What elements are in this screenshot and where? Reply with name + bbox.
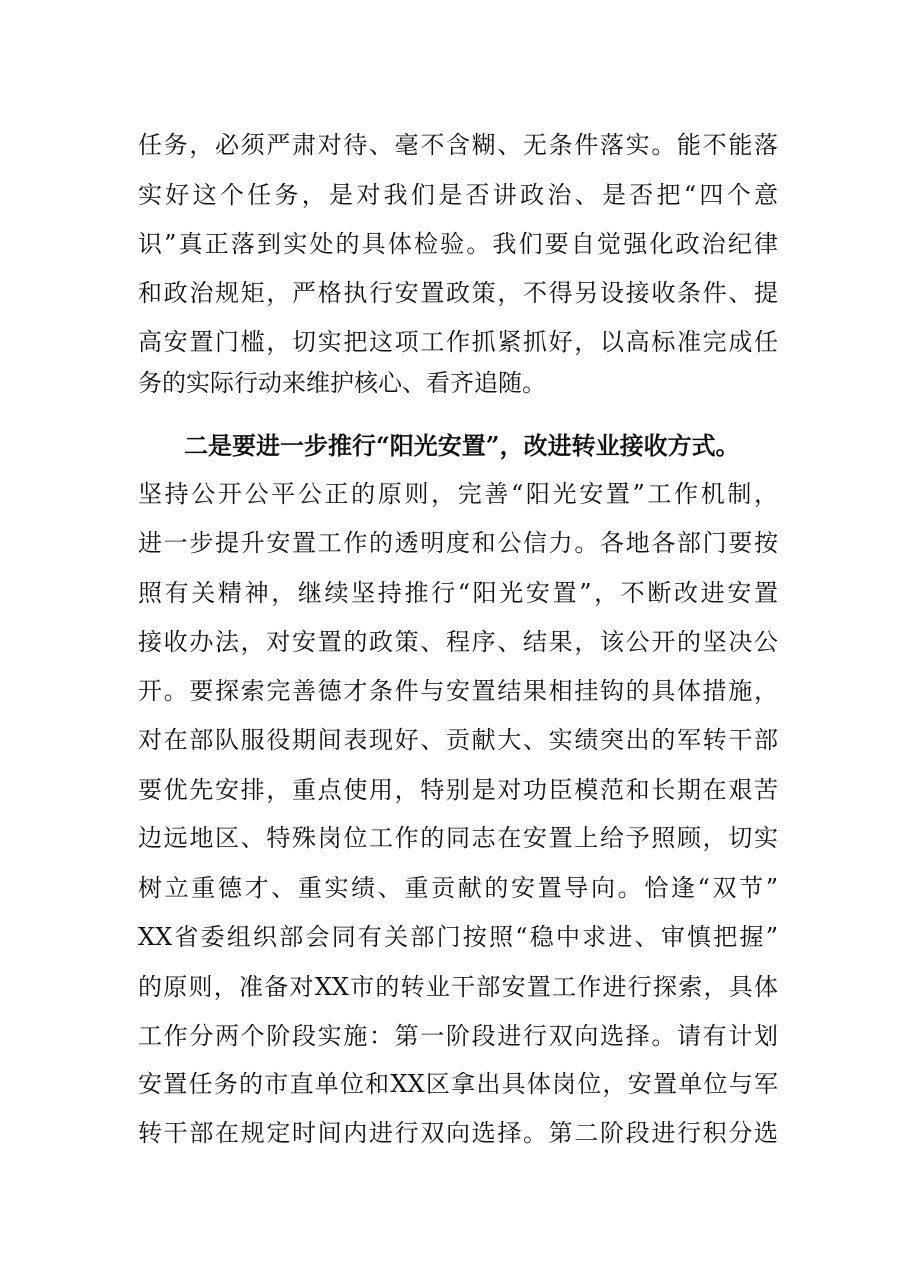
text-line: XX省委组织部会同有关部门按照“稳中求进、审慎把握” [138, 923, 778, 951]
text-line: 要优先安排，重点使用，特别是对功臣模范和长期在艰苦 [138, 776, 778, 804]
text-line: 工作分两个阶段实施：第一阶段进行双向选择。请有计划 [138, 1022, 778, 1050]
text-line: 对在部队服役期间表现好、贡献大、实绩突出的军转干部 [138, 726, 778, 754]
text-line: 转干部在规定时间内进行双向选择。第二阶段进行积分选 [138, 1119, 778, 1147]
text-line: 边远地区、特殊岗位工作的同志在安置上给予照顾，切实 [138, 824, 778, 852]
text-line: 坚持公开公平公正的原则，完善“阳光安置”工作机制， [138, 480, 778, 508]
text-line: 实好这个任务，是对我们是否讲政治、是否把“四个意 [138, 181, 778, 209]
section-heading: 二是要进一步推行“阳光安置”，改进转业接收方式。 [184, 431, 740, 460]
text-line: 照有关精神，继续坚持推行“阳光安置”，不断改进安置 [138, 579, 778, 607]
text-line: 高安置门槛，切实把这项工作抓紧抓好，以高标准完成任 [138, 328, 778, 356]
text-line: 安置任务的市直单位和XX区拿出具体岗位，安置单位与军 [138, 1070, 778, 1098]
text-line: 树立重德才、重实绩、重贡献的安置导向。恰逢“双节” [138, 874, 778, 902]
text-line: 的原则，准备对XX市的转业干部安置工作进行探索，具体 [138, 973, 778, 1001]
text-line: 接收办法，对安置的政策、程序、结果，该公开的坚决公 [138, 628, 778, 656]
text-line: 识”真正落到实处的具体检验。我们要自觉强化政治纪律 [138, 230, 778, 258]
text-line: 和政治规矩，严格执行安置政策，不得另设接收条件、提 [138, 279, 778, 307]
text-line: 务的实际行动来维护核心、看齐追随。 [138, 369, 546, 397]
text-line: 任务，必须严肃对待、毫不含糊、无条件落实。能不能落 [138, 131, 778, 159]
text-line: 开。要探索完善德才条件与安置结果相挂钩的具体措施， [138, 677, 778, 705]
text-line: 进一步提升安置工作的透明度和公信力。各地各部门要按 [138, 529, 778, 557]
